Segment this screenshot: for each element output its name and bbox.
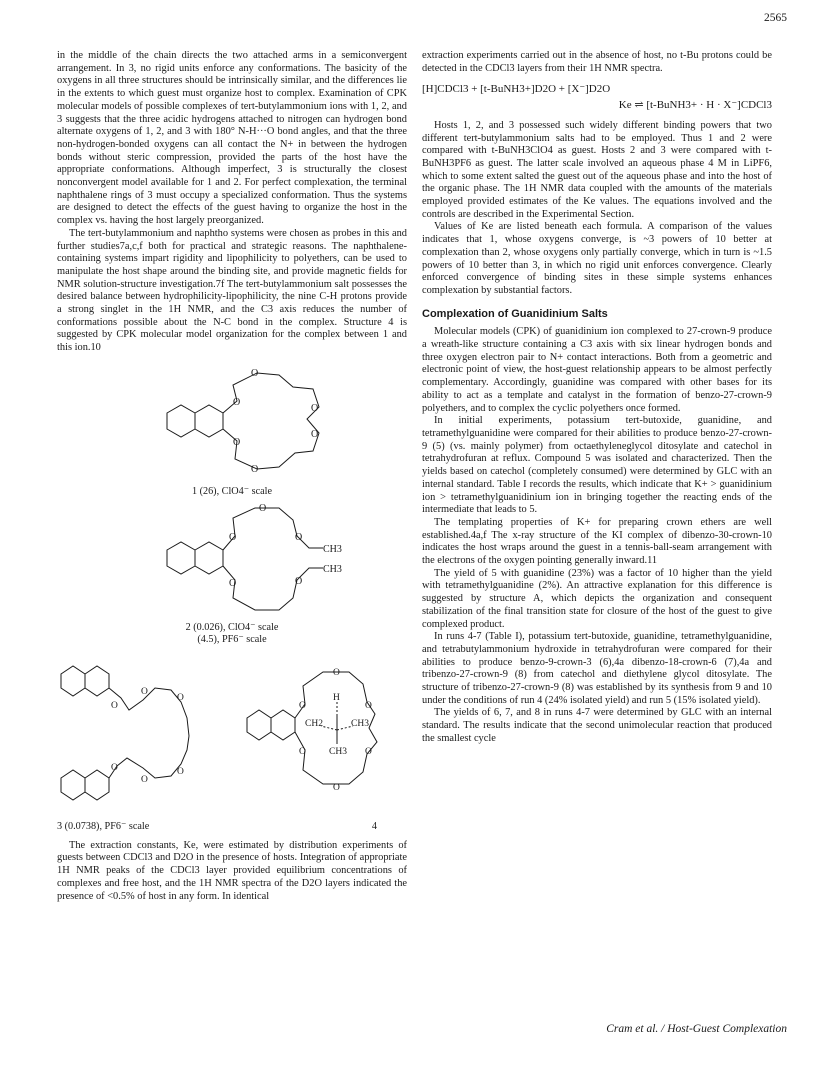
oxygen-label: O [229, 531, 237, 543]
oxygen-label: O [141, 775, 148, 786]
oxygen-label: O [259, 502, 267, 514]
paragraph: The yields of 6, 7, and 8 in runs 4-7 were determined by GLC with an internal standard. The results indicate that the second unimolecular reaction that produced the smallest cycle [422, 707, 772, 744]
paragraph: Molecular models (CPK) of guanidinium ion complexed to 27-crown-9 produce a wreath-like structure containing a C3 axis with six linear hydrogen bonds and three oxygen electron pair to N+ contact interactions. Both from a geometric and electronic point of view, the host-guest relationship appears to be almost perfectly complementary. Accordingly, guanidine was compared with other bases for its ability to act as a template and catalyst in the formation of benzo-27-crown-9 polyethers, and to complex the cyclic polyethers once formed. [422, 326, 772, 414]
structure-4-caption: 4 [371, 820, 377, 832]
structures-3-4-drawing [57, 654, 407, 814]
hydrogen-label: H [333, 693, 340, 704]
methyl-label: CH3 [323, 543, 342, 555]
oxygen-label: O [295, 575, 303, 587]
paragraph: The yield of 5 with guanidine (23%) was a factor of 10 higher than the yield with tetramethylguanidine (2%). An attractive explanation for this difference is suggested by structure A, which depicts the organization and consequent stabilization of the final transition state for closure of the host of the guest to give complexed product. [422, 567, 772, 630]
methyl-label: CH3 [329, 747, 347, 758]
oxygen-label: O [141, 687, 148, 698]
paragraph: In runs 4-7 (Table I), potassium tert-butoxide, guanidine, tetramethylguanidine, and tetrabutylammonium hydroxide in tetrahydrofuran were compared for their abilities to produce benzo-9-crown-3 (6),4a dibenzo-18-crown-6 (7),4a and tribenzo-27-crown-9 (8) from catechol and diethylene glycol ditosylate. The structure of tribenzo-27-crown-9 (8) was established by its synthesis from 9 and 10 under the conditions of run 4 (24% isolated yield) and run 5 (15% isolated yield). [422, 631, 772, 706]
paragraph: The extraction constants, Ke, were estimated by distribution experiments of guests between CDCl3 and D2O in the presence of hosts. Integration of appropriate 1H NMR peaks of the CDCl3 layer provided equilibrium concentrations of complexes and free host, and the 1H NMR spectra of the D2O layers indicated the presence of <0.5% of host in any form. In identical [57, 839, 407, 902]
page-number: 2565 [764, 12, 787, 24]
oxygen-label: O [111, 701, 118, 712]
methyl-label: CH3 [323, 563, 342, 575]
oxygen-label: O [333, 783, 340, 794]
left-column [57, 50, 407, 903]
oxygen-label: O [299, 701, 306, 712]
oxygen-label: O [229, 577, 237, 589]
structure-1 [57, 363, 407, 498]
equation [422, 83, 772, 111]
oxygen-label: O [333, 668, 340, 679]
structure-2-caption-b: (4.5), PF6⁻ scale [197, 634, 267, 646]
methyl-label: CH3 [351, 719, 369, 730]
oxygen-label: O [177, 693, 184, 704]
oxygen-label: O [233, 396, 241, 408]
paragraph: The tert-butylammonium and naphtho systems were chosen as probes in this and further studies7a,c,f both for practical and strategic reasons. The naphthalene-containing systems impart rigidity and lipophilicity to polyethers, can be used to manipulate the host shape around the binding site, and provide magnetic fields for NMR solution-structure investigation.7f The tert-butylammonium salt possesses the desired balance between hydrophilicity-lipophilicity, the nine C-H protons provide a strong singlet in the 1H NMR, and the C3 axis reduces the number of conformations possible about the N-C bond in the complex. Structure 4 is suggested by CPK molecular model organization for the complex between 1 and this ion.10 [57, 227, 407, 354]
paragraph: Values of Ke are listed beneath each formula. A comparison of the values indicates that 1, whose oxygens converge, is ~3 powers of 10 better at complexation than 2, whose oxygens only partially converge, which in turn is ~1.5 powers of 10 better than 3, in which no rigid unit enforces convergence. Clearly enforced convergence of binding sites in these simple systems enhances complexation by substantial factors. [422, 221, 772, 296]
oxygen-label: O [365, 747, 372, 758]
structure-2 [57, 502, 407, 647]
structure-2-drawing [57, 502, 407, 618]
running-footer: Cram et al. / Host-Guest Complexation [606, 1023, 787, 1035]
structure-2-caption-a: 2 (0.026), ClO4⁻ scale [185, 622, 279, 634]
right-column [422, 50, 772, 746]
paragraph: Hosts 1, 2, and 3 possessed such widely different binding powers that two different tert-butylammonium salts had to be employed. Thus 1 and 2 were compared with t-BuNH3ClO4 as guest. Hosts 2 and 3 were compared with t-BuNH3PF6 as guest. The latter scale involved an aqueous phase 4 M in LiPF6, which to some extent salted the guest out of the aqueous phase and into the host of the organic phase. The 1H NMR data coupled with the amounts of the materials employed provided estimates of the Ke values. The equations involved and the controls are described in the Experimental Section. [422, 119, 772, 220]
methylene-label: CH2 [305, 719, 323, 730]
oxygen-label: O [251, 463, 259, 475]
paragraph: In initial experiments, potassium tert-butoxide, guanidine, and tetramethylguanidine were compared for their abilities to produce benzo-27-crown-9 (5) (vs. mainly polymer) from octaethyleneglycol ditosylate and catechol in tetrahydrofuran at reflux. Compound 5 was isolated and characterized. Then the yields based on catechol (completely consumed) were determined by GLC with an internal standard. Table I records the results, which indicate that K+ > guanidinium ion > tetramethylguanidinium ion in bringing together the reacting ends of the intermediate that leads to 5. [422, 415, 772, 516]
paragraph: The templating properties of K+ for preparing crown ethers are well established.4a,f The x-ray structure of the KI complex of dibenzo-30-crown-10 indicates the host wraps around the guest in a tennis-ball-seam arrangement with the electrons of the oxygen pointing generally inward.11 [422, 516, 772, 567]
structures-3-4-captions [57, 821, 407, 834]
oxygen-label: O [365, 701, 372, 712]
equation-line-2: Ke ⇌ [t-BuNH3+ · H · X⁻]CDCl3 [618, 99, 772, 112]
oxygen-label: O [177, 767, 184, 778]
paragraph: extraction experiments carried out in the absence of host, no t-Bu protons could be detected in the CDCl3 layers from their 1H NMR spectra. [422, 50, 772, 74]
paragraph: in the middle of the chain directs the two attached arms in a semiconvergent arrangement. In 3, no rigid units enforce any conformations. The basicity of the oxygens in all three structures should be intrinsically similar, and the differences lie in the extents to which guest must organize host to complex. Examination of CPK molecular models of possible complexes of tert-butylammonium ions with 1, 2, and 3 suggests that the three acidic hydrogens attached to nitrogen can hydrogen bond alternate oxygens of 1, 2, and 3 with 180° N-H···O bond angles, and that the three non-hydrogen-bonded oxygens can all contact the N+ in between the hydrogen bonds without steric compression, provided the parts of the host have the appropriate conformations. Although imperfect, 3 is structurally the closest nonconvergent model available for 1 and 2. For perfect complexation, the terminal naphthalene rings of 3 must occupy a specialized conformation. Thus the systems are designed to detect the effects of the guest having to organize the host in the complex vs. having the host largely preorganized. [57, 50, 407, 227]
structure-3-caption: 3 (0.0738), PF6⁻ scale [57, 820, 150, 832]
oxygen-label: O [311, 402, 319, 414]
oxygen-label: O [295, 531, 303, 543]
structures-3-4 [57, 654, 407, 833]
oxygen-label: O [233, 436, 241, 448]
oxygen-label: O [111, 763, 118, 774]
structure-1-drawing [57, 363, 407, 481]
oxygen-label: O [299, 747, 306, 758]
structure-1-caption: 1 (26), ClO4⁻ scale [191, 485, 273, 497]
equation-line-1: [H]CDCl3 + [t-BuNH3+]D2O + [X⁻]D2O [422, 83, 611, 96]
oxygen-label: O [311, 428, 319, 440]
section-heading: Complexation of Guanidinium Salts [422, 307, 608, 320]
oxygen-label: O [251, 367, 259, 379]
